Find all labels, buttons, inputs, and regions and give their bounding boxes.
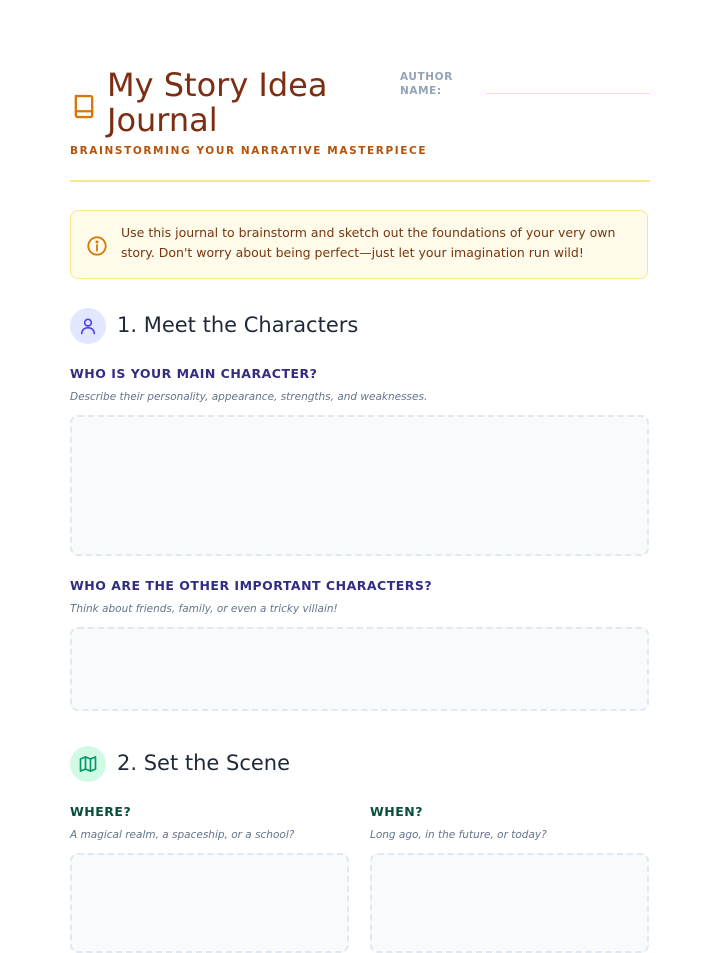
section-characters-title: 1. Meet the Characters xyxy=(117,313,359,337)
where-answer[interactable] xyxy=(70,853,349,953)
other-characters-hint: Think about friends, family, or even a tricky villain! xyxy=(70,603,338,615)
when-answer[interactable] xyxy=(370,853,649,953)
user-icon xyxy=(78,316,98,336)
intro-text: Use this journal to brainstorm and sketch out the foundations of your very own story. Don't worry about being perfect—just let your imagination run wild! xyxy=(121,225,616,260)
author-name-field[interactable] xyxy=(486,93,650,94)
map-icon xyxy=(78,754,98,774)
other-characters-label: WHO ARE THE OTHER IMPORTANT CHARACTERS? xyxy=(70,578,433,593)
author-name-label: AUTHOR NAME: xyxy=(400,71,453,97)
main-character-hint: Describe their personality, appearance, strengths, and weaknesses. xyxy=(70,391,428,403)
intro-note xyxy=(70,210,648,279)
info-icon xyxy=(86,235,108,257)
section-scene-badge xyxy=(70,746,106,782)
section-characters-header xyxy=(70,308,470,344)
header-divider xyxy=(70,180,650,182)
other-characters-answer[interactable] xyxy=(70,627,649,711)
when-hint: Long ago, in the future, or today? xyxy=(370,829,547,841)
section-characters-badge xyxy=(70,308,106,344)
page-subtitle: BRAINSTORMING YOUR NARRATIVE MASTERPIECE xyxy=(70,145,428,157)
page-title: My Story Idea Journal xyxy=(107,66,328,139)
main-character-answer[interactable] xyxy=(70,415,649,556)
where-label: WHERE? xyxy=(70,804,132,819)
main-character-label: WHO IS YOUR MAIN CHARACTER? xyxy=(70,366,318,381)
section-scene-title: 2. Set the Scene xyxy=(117,751,291,775)
journal-header xyxy=(70,0,650,182)
book-icon xyxy=(70,92,98,120)
where-hint: A magical realm, a spaceship, or a school? xyxy=(70,829,295,841)
section-scene-header xyxy=(70,746,470,782)
when-label: WHEN? xyxy=(370,804,424,819)
